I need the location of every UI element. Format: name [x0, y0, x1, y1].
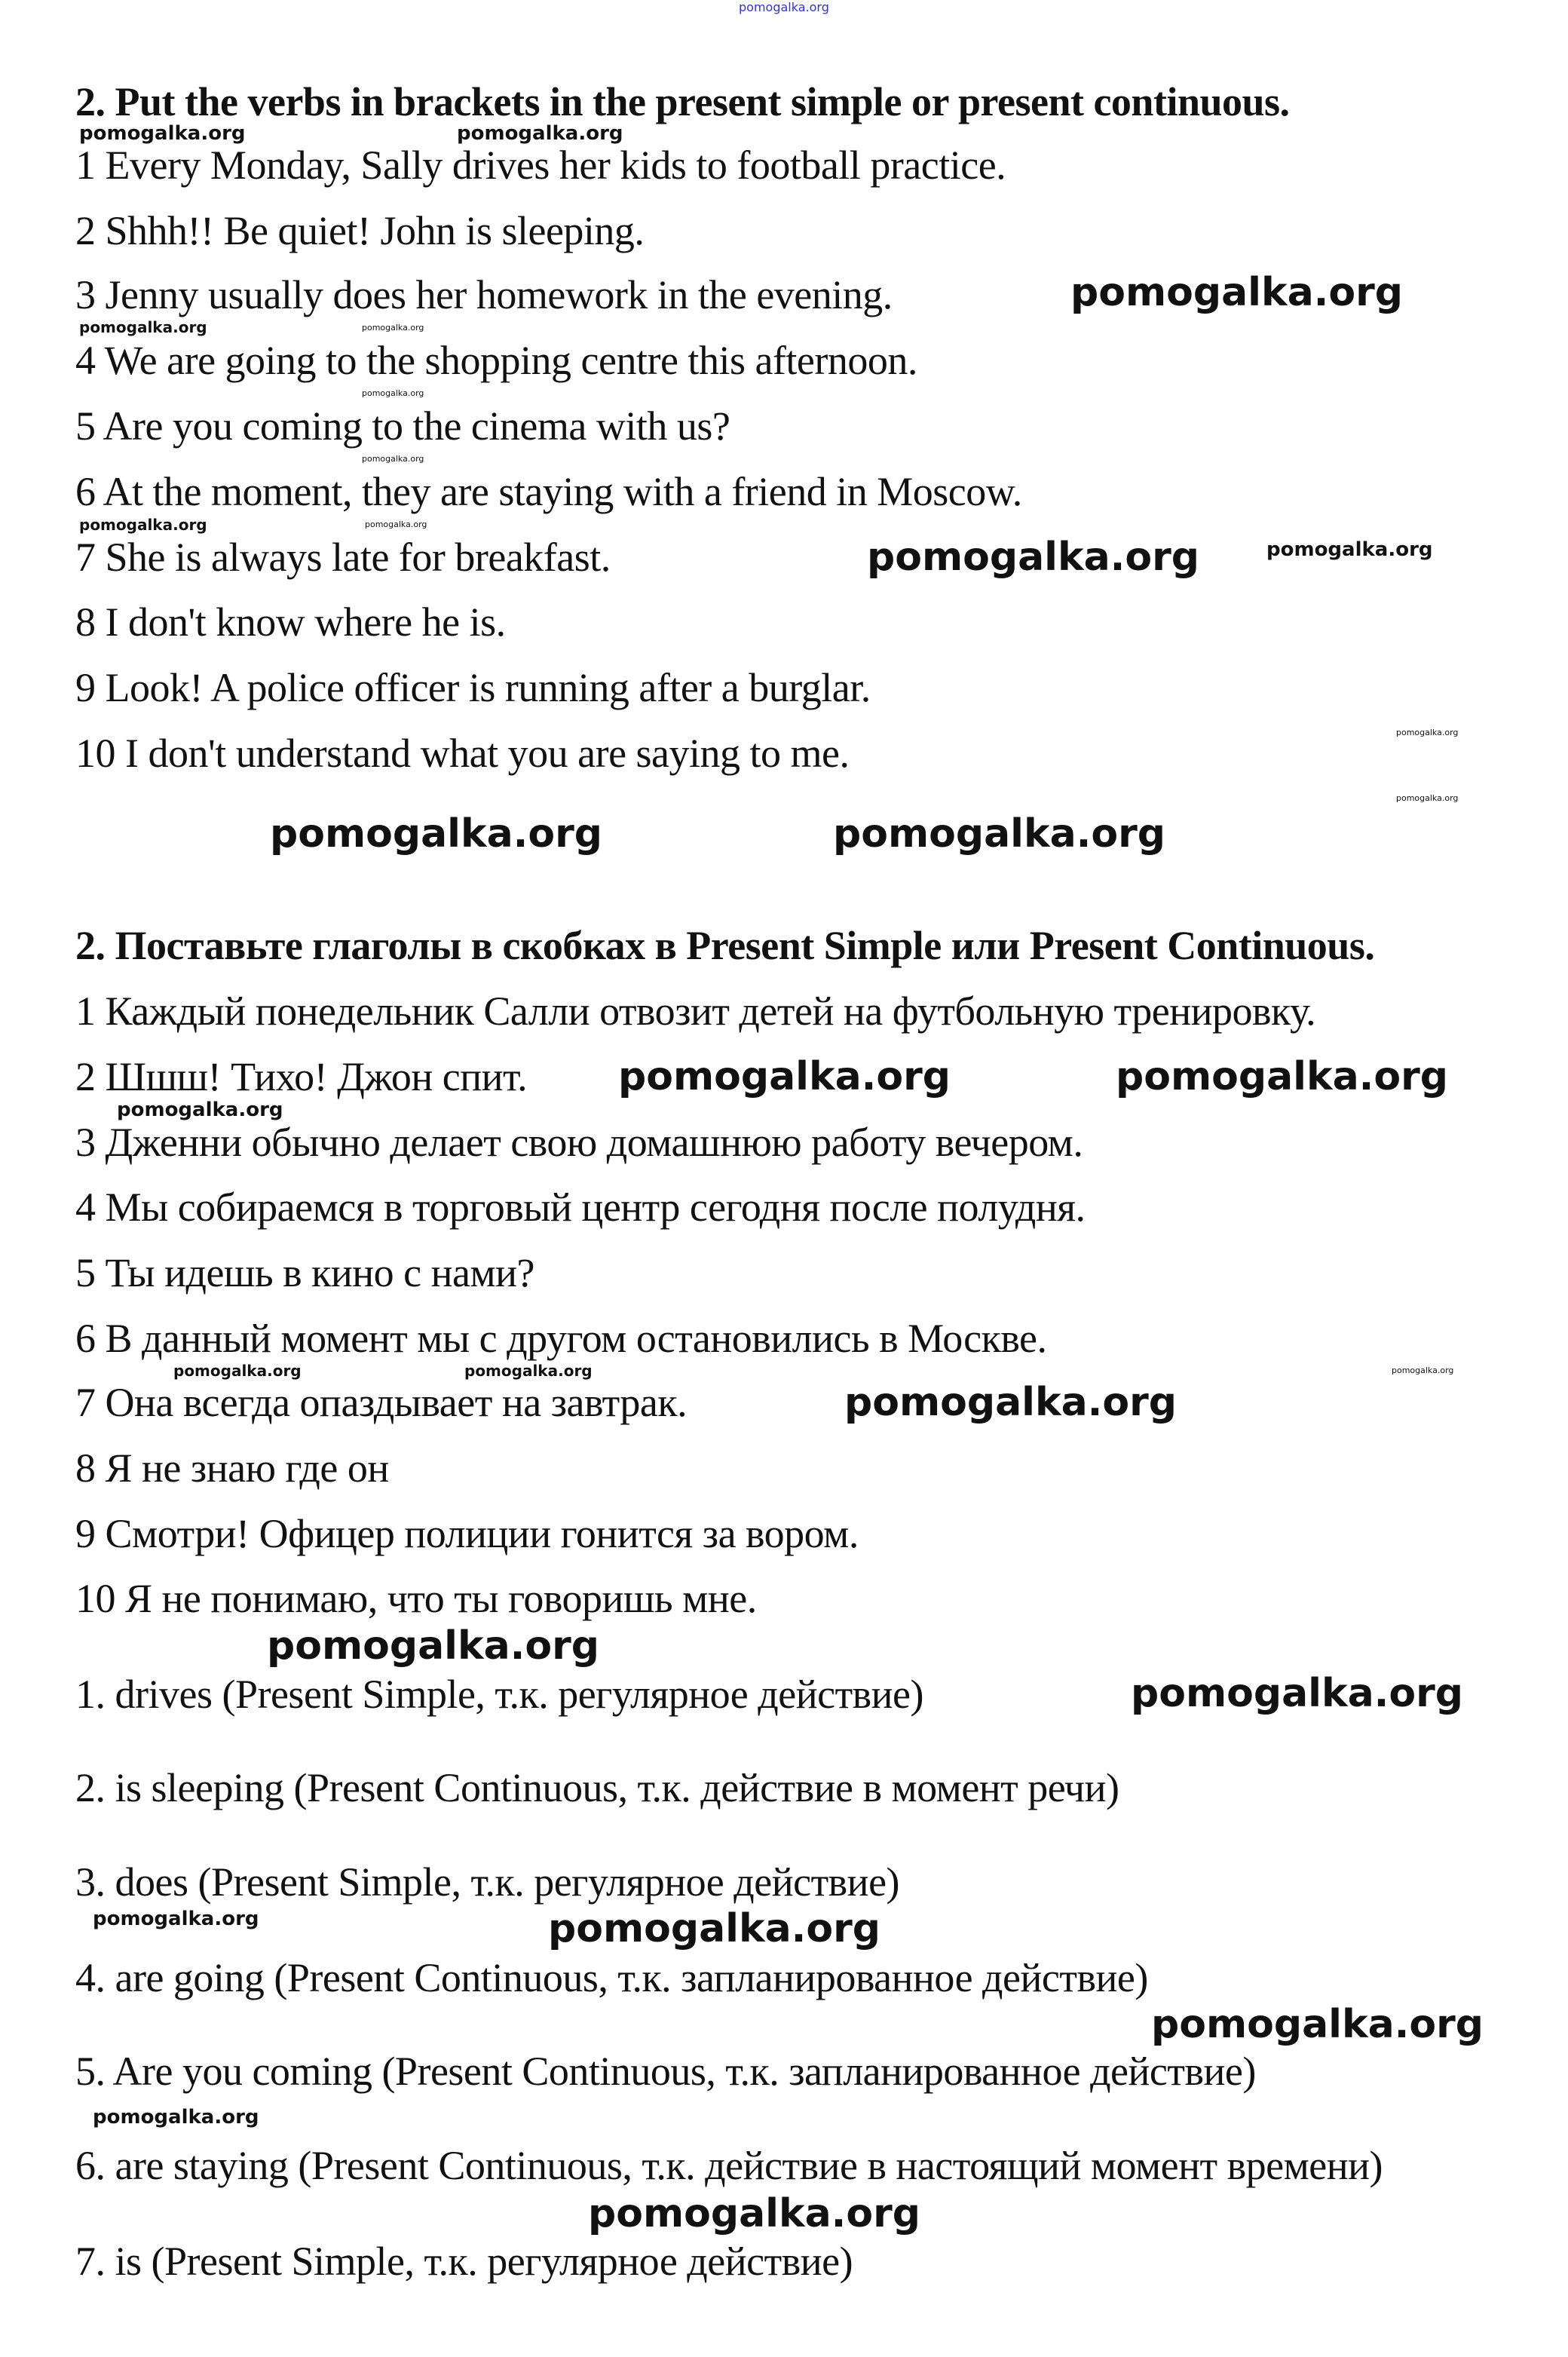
exercise-line: 2 Shhh!! Be quiet! John is sleeping. [75, 208, 645, 253]
answer-line: 5. Are you coming (Present Continuous, т.к. запланированное действие) [75, 2049, 1256, 2094]
exercise-title-russian: 2. Поставьте глаголы в скобках в Present Simple или Present Continuous. [75, 923, 1375, 968]
exercise-line: 2 Шшш! Тихо! Джон спит. [75, 1054, 528, 1099]
watermark: pomogalka.org [365, 520, 427, 529]
answer-line: 2. is sleeping (Present Continuous, т.к. действие в момент речи) [75, 1765, 1119, 1810]
watermark: pomogalka.org [117, 1099, 283, 1121]
watermark: pomogalka.org [267, 1623, 600, 1669]
exercise-line: 5 Are you coming to the cinema with us? [75, 403, 730, 449]
watermark: pomogalka.org [1396, 793, 1459, 803]
answer-line: 1. drives (Present Simple, т.к. регулярное действие) [75, 1672, 924, 1717]
exercise-line: 9 Look! A police officer is running after a burglar. [75, 665, 871, 710]
exercise-line: 8 Я не знаю где он [75, 1445, 389, 1491]
exercise-line: 6 At the moment, they are staying with a friend in Moscow. [75, 469, 1022, 514]
exercise-line: 6 В данный момент мы с другом остановились в Москве. [75, 1316, 1047, 1361]
watermark: pomogalka.org [1070, 270, 1404, 315]
exercise-line: 8 I don't know where he is. [75, 599, 506, 645]
exercise-line: 10 I don't understand what you are saying to me. [75, 731, 850, 776]
exercise-line: 4 Мы собираемся в торговый центр сегодня после полудня. [75, 1185, 1086, 1230]
watermark: pomogalka.org [588, 2191, 921, 2236]
watermark: pomogalka.org [1396, 728, 1459, 737]
exercise-line: 10 Я не понимаю, что ты говоришь мне. [75, 1576, 757, 1621]
watermark: pomogalka.org [362, 323, 424, 333]
watermark: pomogalka.org [93, 1908, 259, 1930]
watermark: pomogalka.org [833, 811, 1166, 857]
watermark: pomogalka.org [173, 1362, 302, 1380]
exercise-line: 7 She is always late for breakfast. [75, 535, 611, 580]
watermark: pomogalka.org [739, 0, 829, 14]
watermark: pomogalka.org [93, 2106, 259, 2129]
exercise-line: 9 Смотри! Офицер полиции гонится за вором. [75, 1511, 859, 1556]
exercise-line: 7 Она всегда опаздывает на завтрак. [75, 1380, 688, 1425]
exercise-line: 3 Дженни обычно делает свою домашнюю работу вечером. [75, 1120, 1083, 1165]
watermark: pomogalka.org [1266, 538, 1433, 561]
watermark: pomogalka.org [1151, 2002, 1484, 2047]
watermark: pomogalka.org [548, 1906, 881, 1951]
exercise-line: 5 Ты идешь в кино с нами? [75, 1250, 535, 1295]
answer-line: 6. are staying (Present Continuous, т.к. действие в настоящий момент времени) [75, 2143, 1383, 2188]
watermark: pomogalka.org [362, 388, 424, 398]
answer-line: 7. is (Present Simple, т.к. регулярное действие) [75, 2239, 853, 2284]
answer-line: 3. does (Present Simple, т.к. регулярное действие) [75, 1859, 900, 1905]
exercise-title-english: 2. Put the verbs in brackets in the present simple or present continuous. [75, 79, 1290, 124]
answer-line: 4. are going (Present Continuous, т.к. запланированное действие) [75, 1955, 1148, 2000]
exercise-line: 1 Every Monday, Sally drives her kids to football practice. [75, 143, 1006, 188]
watermark: pomogalka.org [79, 122, 246, 145]
watermark: pomogalka.org [867, 535, 1200, 580]
watermark: pomogalka.org [457, 122, 623, 145]
watermark: pomogalka.org [618, 1054, 951, 1099]
exercise-line: 4 We are going to the shopping centre this afternoon. [75, 338, 917, 383]
exercise-line: 1 Каждый понедельник Салли отвозит детей на футбольную тренировку. [75, 988, 1316, 1034]
watermark: pomogalka.org [79, 318, 207, 336]
watermark: pomogalka.org [1116, 1054, 1449, 1099]
watermark: pomogalka.org [362, 454, 424, 464]
watermark: pomogalka.org [270, 811, 603, 857]
exercise-line: 3 Jenny usually does her homework in the evening. [75, 272, 893, 317]
watermark: pomogalka.org [1131, 1671, 1464, 1716]
watermark: pomogalka.org [79, 516, 207, 534]
watermark: pomogalka.org [464, 1362, 593, 1380]
watermark: pomogalka.org [844, 1380, 1178, 1425]
watermark: pomogalka.org [1392, 1365, 1454, 1375]
